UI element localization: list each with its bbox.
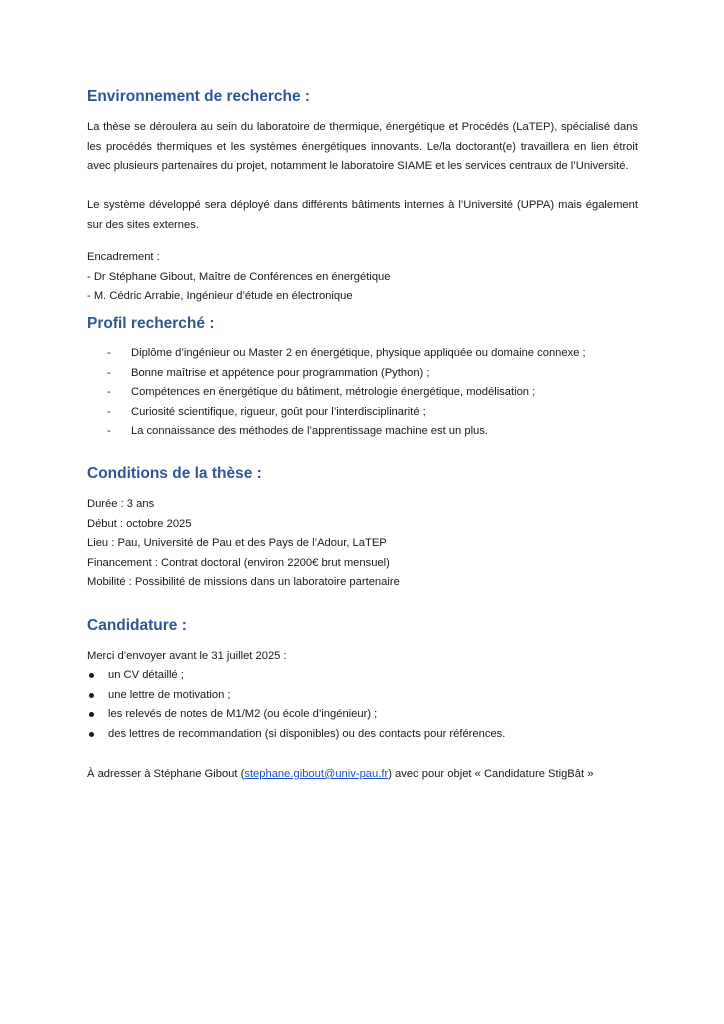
bullet-dot xyxy=(89,673,94,678)
list-item xyxy=(0,344,724,364)
dash-bullet: - xyxy=(107,366,111,379)
address-line xyxy=(87,765,593,785)
list-item xyxy=(0,666,724,686)
environnement-paragraph-2: Le système développé sera déployé dans différents bâtiments internes à l’Université (UPPA) mais également sur des sites externes. xyxy=(87,199,638,231)
list-item-text: Diplôme d’ingénieur ou Master 2 en énergétique, physique appliquée ou domaine connexe ; xyxy=(131,347,586,359)
bullet-dot xyxy=(89,693,94,698)
list-item-text: Bonne maîtrise et appétence pour programmation (Python) ; xyxy=(131,366,430,379)
bullet-dot xyxy=(89,732,94,737)
list-item-text: une lettre de motivation ; xyxy=(108,688,231,701)
section-heading-candidature: Candidature : xyxy=(87,617,187,634)
condition-line: Durée : 3 ans xyxy=(87,498,155,510)
list-item-text: La connaissance des méthodes de l’apprentissage machine est un plus. xyxy=(131,425,488,437)
profil-list xyxy=(0,344,724,442)
section-heading-profil: Profil recherché : xyxy=(87,315,215,332)
list-item-text: Curiosité scientifique, rigueur, goût pour l’interdisciplinarité ; xyxy=(131,405,426,418)
dash-bullet: - xyxy=(107,347,111,359)
list-item-text: Compétences en énergétique du bâtiment, métrologie énergétique, modélisation ; xyxy=(131,386,536,398)
list-item-text: un CV détaillé ; xyxy=(108,669,184,681)
encadrement-block xyxy=(87,248,391,307)
condition-line: Lieu : Pau, Université de Pau et des Pays de l’Adour, LaTEP xyxy=(87,537,387,549)
list-item xyxy=(0,705,724,725)
environnement-paragraph-1: La thèse se déroulera au sein du laboratoire de thermique, énergétique et Procédés (LaTEP), spécialisé dans les procédés thermiques et les systèmes énergétiques innovants. Le/la doctorant(e) travaillera en lien étroit avec plusieurs partenaires du projet, notamment le laboratoire SIAME et les services centraux de l’Université. xyxy=(87,121,638,172)
dash-bullet: - xyxy=(107,386,111,398)
list-item-text: des lettres de recommandation (si disponibles) ou des contacts pour références. xyxy=(108,727,506,740)
candidature-intro: Merci d’envoyer avant le 31 juillet 2025 : xyxy=(87,650,287,662)
condition-line: Mobilité : Possibilité de missions dans un laboratoire partenaire xyxy=(87,576,400,588)
list-item xyxy=(0,403,724,423)
condition-line: Financement : Contrat doctoral (environ 2200€ brut mensuel) xyxy=(87,556,390,569)
conditions-block xyxy=(87,495,400,593)
email-link[interactable]: stephane.gibout@univ-pau.fr xyxy=(244,768,389,780)
condition-line: Début : octobre 2025 xyxy=(87,517,192,530)
address-prefix: À adresser à Stéphane Gibout ( xyxy=(87,768,245,780)
list-item-text: les relevés de notes de M1/M2 (ou école d’ingénieur) ; xyxy=(108,708,378,720)
encadrement-item: - M. Cédric Arrabie, Ingénieur d’étude en électronique xyxy=(87,290,353,302)
dash-bullet: - xyxy=(107,405,111,418)
list-item xyxy=(0,422,724,442)
bullet-dot xyxy=(89,712,94,717)
list-item xyxy=(0,383,724,403)
address-suffix: ) avec pour objet « Candidature StigBât » xyxy=(388,768,594,780)
candidature-list xyxy=(0,666,724,744)
list-item xyxy=(0,686,724,706)
list-item xyxy=(0,725,724,745)
section-heading-conditions: Conditions de la thèse : xyxy=(87,465,262,482)
list-item xyxy=(0,364,724,384)
section-heading-environnement: Environnement de recherche : xyxy=(87,88,311,105)
encadrement-label: Encadrement : xyxy=(87,251,160,263)
encadrement-item: - Dr Stéphane Gibout, Maître de Conférences en énergétique xyxy=(87,270,391,283)
dash-bullet: - xyxy=(107,425,111,437)
